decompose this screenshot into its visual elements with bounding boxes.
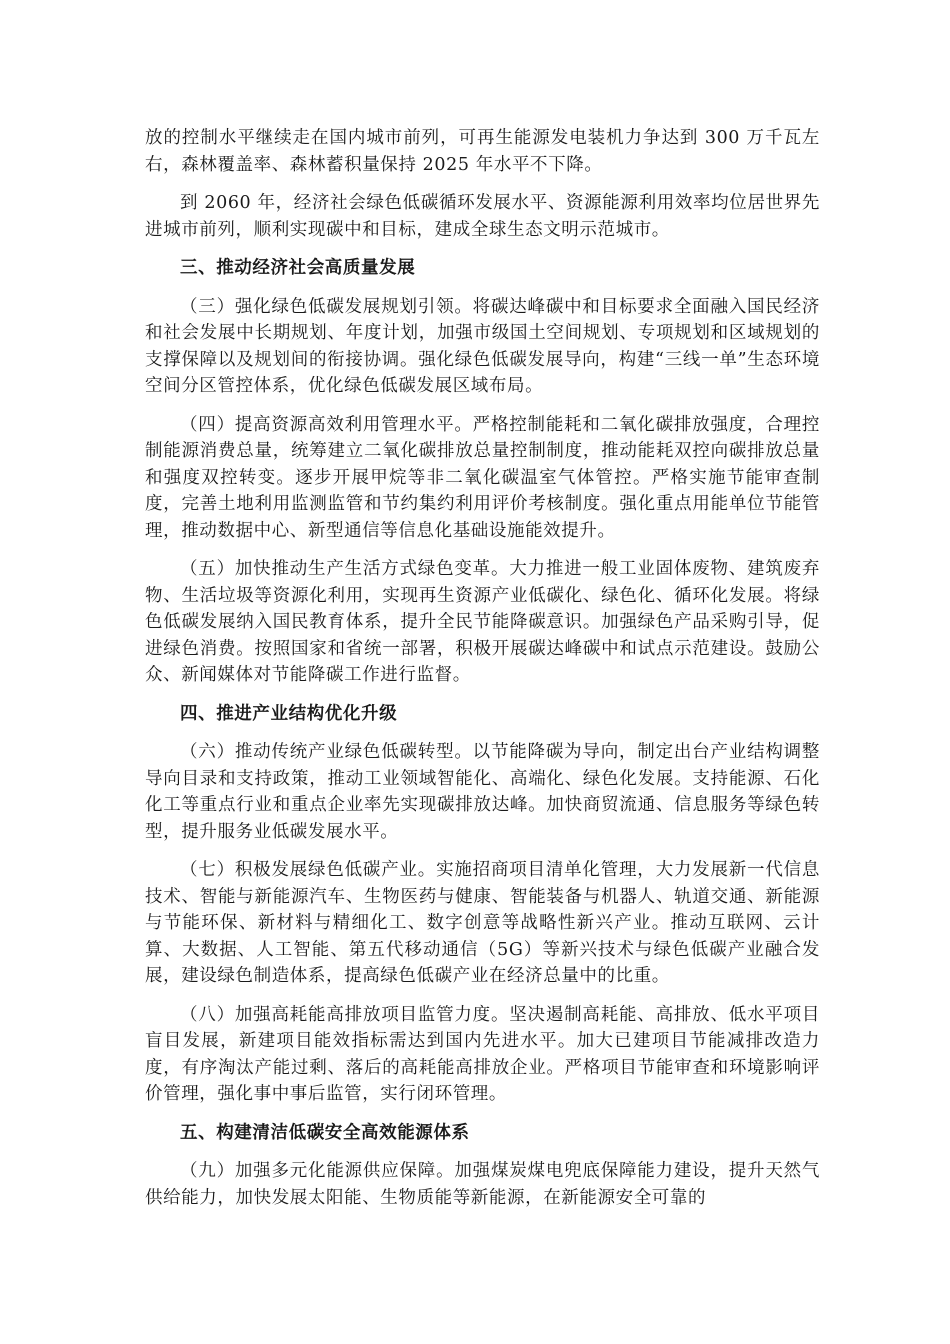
section-heading-3: 三、推动经济社会高质量发展 [180, 258, 416, 278]
section-heading-5: 五、构建清洁低碳安全高效能源体系 [180, 1122, 470, 1143]
paragraph-item-5: （五）加快推动生产生活方式绿色变革。大力推进一般工业固体废物、建筑废弃物、生活垃圾等资源化利用，实现再生资源产业低碳化、绿色化、循环化发展。将绿色低碳发展纳入国民教育体系，提升全民节能降碳意识。加强绿色产品采购引导，促进绿色消费。按照国家和省统一部署，积极开展碳达峰碳中和试点示范建设。鼓励公众、新闻媒体对节能降碳工作进行监督。 [145, 559, 820, 685]
paragraph-item-3: （三）强化绿色低碳发展规划引领。将碳达峰碳中和目标要求全面融入国民经济和社会发展中长期规划、年度计划，加强市级国土空间规划、专项规划和区域规划的支撑保障以及规划间的衔接协调。强化绿色低碳发展导向，构建“三线一单”生态环境空间分区管控体系，优化绿色低碳发展区域布局。 [145, 296, 820, 396]
section-heading-4: 四、推进产业结构优化升级 [180, 703, 398, 724]
paragraph-item-4: （四）提高资源高效利用管理水平。严格控制能耗和二氧化碳排放强度，合理控制能源消费总量，统筹建立二氧化碳排放总量控制制度，推动能耗双控向碳排放总量和强度双控转变。逐步开展甲烷等非二氧化碳温室气体管控。严格实施节能审查制度，完善土地利用监测监管和节约集约利用评价考核制度。强化重点用能单位节能管理，推动数据中心、新型通信等信息化基础设施能效提升。 [145, 414, 820, 541]
paragraph-item-8: （八）加强高耗能高排放项目监管力度。坚决遏制高耗能、高排放、低水平项目盲目发展，新建项目能效指标需达到国内先进水平。加大已建项目节能减排改造力度，有序淘汰产能过剩、落后的高耗能高排放企业。严格项目节能审查和环境影响评价管理，强化事中事后监管，实行闭环管理。 [145, 1004, 820, 1104]
paragraph-continuation: 放的控制水平继续走在国内城市前列，可再生能源发电装机力争达到 300 万千瓦左右，森林覆盖率、森林蓄积量保持 2025 年水平不下降。 [145, 128, 820, 175]
paragraph-item-7: （七）积极发展绿色低碳产业。实施招商项目清单化管理，大力发展新一代信息技术、智能与新能源汽车、生物医药与健康、智能装备与机器人、轨道交通、新能源与节能环保、新材料与精细化工、数字创意等战略性新兴产业。推动互联网、云计算、大数据、人工智能、第五代移动通信（5G）等新兴技术与绿色低碳产业融合发展，建设绿色制造体系，提高绿色低碳产业在经济总量中的比重。 [145, 860, 820, 986]
paragraph-item-6: （六）推动传统产业绿色低碳转型。以节能降碳为导向，制定出台产业结构调整导向目录和支持政策，推动工业领域智能化、高端化、绿色化发展。支持能源、石化化工等重点行业和重点企业率先实现碳排放达峰。加快商贸流通、信息服务等绿色转型，提升服务业低碳发展水平。 [145, 742, 820, 842]
paragraph-2060-goal: 到 2060 年，经济社会绿色低碳循环发展水平、资源能源利用效率均位居世界先进城市前列，顺利实现碳中和目标，建成全球生态文明示范城市。 [145, 193, 820, 240]
paragraph-item-9: （九）加强多元化能源供应保障。加强煤炭煤电兜底保障能力建设，提升天然气供给能力，加快发展太阳能、生物质能等新能源，在新能源安全可靠的 [145, 1161, 820, 1208]
